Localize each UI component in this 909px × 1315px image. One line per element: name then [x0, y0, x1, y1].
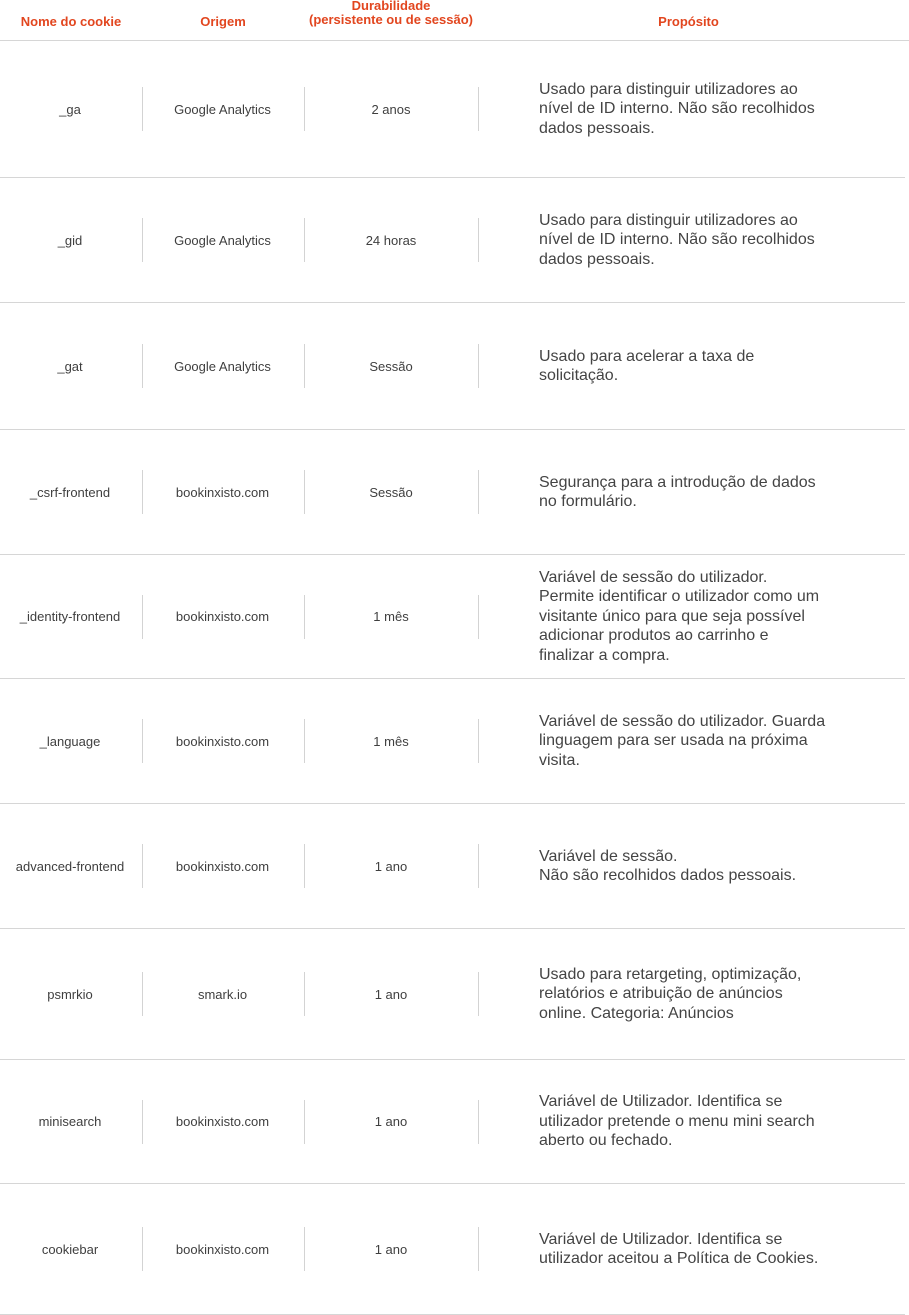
header-purpose: Propósito: [658, 14, 719, 29]
cookie-purpose-cell: Usado para retargeting, optimização, relatórios e atribuição de anúncios online. Categoria: Anúncios: [539, 965, 802, 1022]
header-durability: Durabilidade (persistente ou de sessão): [309, 0, 473, 27]
cookie-name-cell: minisearch: [38, 1114, 102, 1129]
column-divider: [478, 344, 479, 388]
column-divider: [478, 470, 479, 514]
cookie-origin-cell: smark.io: [197, 986, 248, 1002]
header-cookie-name: Nome do cookie: [20, 14, 122, 29]
table-header: [0, 0, 909, 41]
cookie-name-cell: cookiebar: [41, 1241, 99, 1257]
cookie-origin-cell: Google Analytics: [174, 232, 271, 248]
cookie-origin-cell: bookinxisto.com: [175, 733, 270, 749]
column-divider: [142, 719, 143, 763]
cookie-purpose-cell: Usado para distinguir utilizadores ao nível de ID interno. Não são recolhidos dados pessoais.: [539, 80, 815, 137]
table-row: [0, 555, 905, 679]
column-divider: [478, 218, 479, 262]
table-row: [0, 303, 905, 430]
cookie-name-cell: _gat: [57, 358, 83, 374]
cookie-duration-cell: 1 mês: [373, 609, 409, 624]
cookie-purpose-cell: Segurança para a introdução de dados no formulário.: [539, 473, 816, 510]
table-row: [0, 929, 905, 1060]
column-divider: [304, 218, 305, 262]
table-row: [0, 804, 905, 929]
column-divider: [142, 595, 143, 639]
cookie-origin-cell: Google Analytics: [174, 358, 271, 374]
cookie-purpose-cell: Variável de Utilizador. Identifica se utilizador aceitou a Política de Cookies.: [539, 1230, 819, 1267]
cookie-duration-cell: 2 anos: [371, 101, 411, 117]
cookie-duration-cell: Sessão: [369, 358, 413, 374]
cookie-origin-cell: Google Analytics: [174, 101, 271, 117]
cookie-duration-cell: 1 ano: [374, 858, 408, 874]
cookie-purpose-cell: Usado para acelerar a taxa de solicitação.: [539, 347, 755, 384]
cookie-duration-cell: 1 ano: [374, 986, 408, 1002]
column-divider: [478, 844, 479, 888]
cookie-origin-cell: bookinxisto.com: [175, 1241, 270, 1257]
column-divider: [142, 87, 143, 131]
cookie-origin-cell: bookinxisto.com: [175, 609, 270, 624]
column-divider: [478, 972, 479, 1016]
column-divider: [142, 1227, 143, 1271]
cookie-duration-cell: 1 ano: [374, 1114, 408, 1129]
header-origin: Origem: [200, 14, 246, 29]
cookie-purpose-cell: Variável de sessão. Não são recolhidos dados pessoais.: [539, 847, 797, 884]
column-divider: [478, 595, 479, 639]
column-divider: [304, 595, 305, 639]
column-divider: [304, 719, 305, 763]
column-divider: [142, 972, 143, 1016]
cookie-origin-cell: bookinxisto.com: [175, 484, 270, 500]
cookie-duration-cell: 24 horas: [365, 232, 417, 248]
cookie-purpose-cell: Variável de sessão do utilizador. Permite identificar o utilizador como um visitante único para que seja possível adicionar produtos ao carrinho e finalizar a compra.: [539, 568, 820, 664]
column-divider: [304, 972, 305, 1016]
column-divider: [142, 844, 143, 888]
table-row: [0, 679, 905, 804]
table-row: [0, 1184, 905, 1315]
cookie-name-cell: _csrf-frontend: [29, 484, 111, 500]
table-row: [0, 1060, 905, 1184]
column-divider: [142, 470, 143, 514]
cookie-purpose-cell: Variável de sessão do utilizador. Guarda linguagem para ser usada na próxima visita.: [539, 712, 826, 769]
cookie-name-cell: _gid: [57, 232, 83, 248]
column-divider: [304, 344, 305, 388]
cookie-name-cell: advanced-frontend: [15, 858, 125, 874]
cookie-purpose-cell: Variável de Utilizador. Identifica se utilizador pretende o menu mini search aberto ou fechado.: [539, 1093, 815, 1150]
cookie-duration-cell: 1 ano: [374, 1241, 408, 1257]
column-divider: [304, 1227, 305, 1271]
column-divider: [304, 844, 305, 888]
cookie-name-cell: _identity-frontend: [19, 609, 121, 624]
cookie-origin-cell: bookinxisto.com: [175, 858, 270, 874]
column-divider: [142, 1100, 143, 1144]
cookie-name-cell: psmrkio: [47, 986, 93, 1002]
column-divider: [478, 1227, 479, 1271]
cookie-name-cell: _ga: [59, 101, 81, 117]
cookie-duration-cell: Sessão: [369, 484, 413, 500]
column-divider: [142, 218, 143, 262]
column-divider: [304, 1100, 305, 1144]
cookie-purpose-cell: Usado para distinguir utilizadores ao nível de ID interno. Não são recolhidos dados pessoais.: [539, 211, 815, 268]
cookie-origin-cell: bookinxisto.com: [175, 1114, 270, 1129]
column-divider: [304, 470, 305, 514]
column-divider: [478, 719, 479, 763]
table-row: [0, 41, 905, 178]
cookie-name-cell: _language: [39, 733, 101, 749]
table-row: [0, 178, 905, 303]
column-divider: [142, 344, 143, 388]
column-divider: [478, 1100, 479, 1144]
cookie-duration-cell: 1 mês: [373, 733, 409, 749]
column-divider: [478, 87, 479, 131]
table-row: [0, 430, 905, 555]
column-divider: [304, 87, 305, 131]
